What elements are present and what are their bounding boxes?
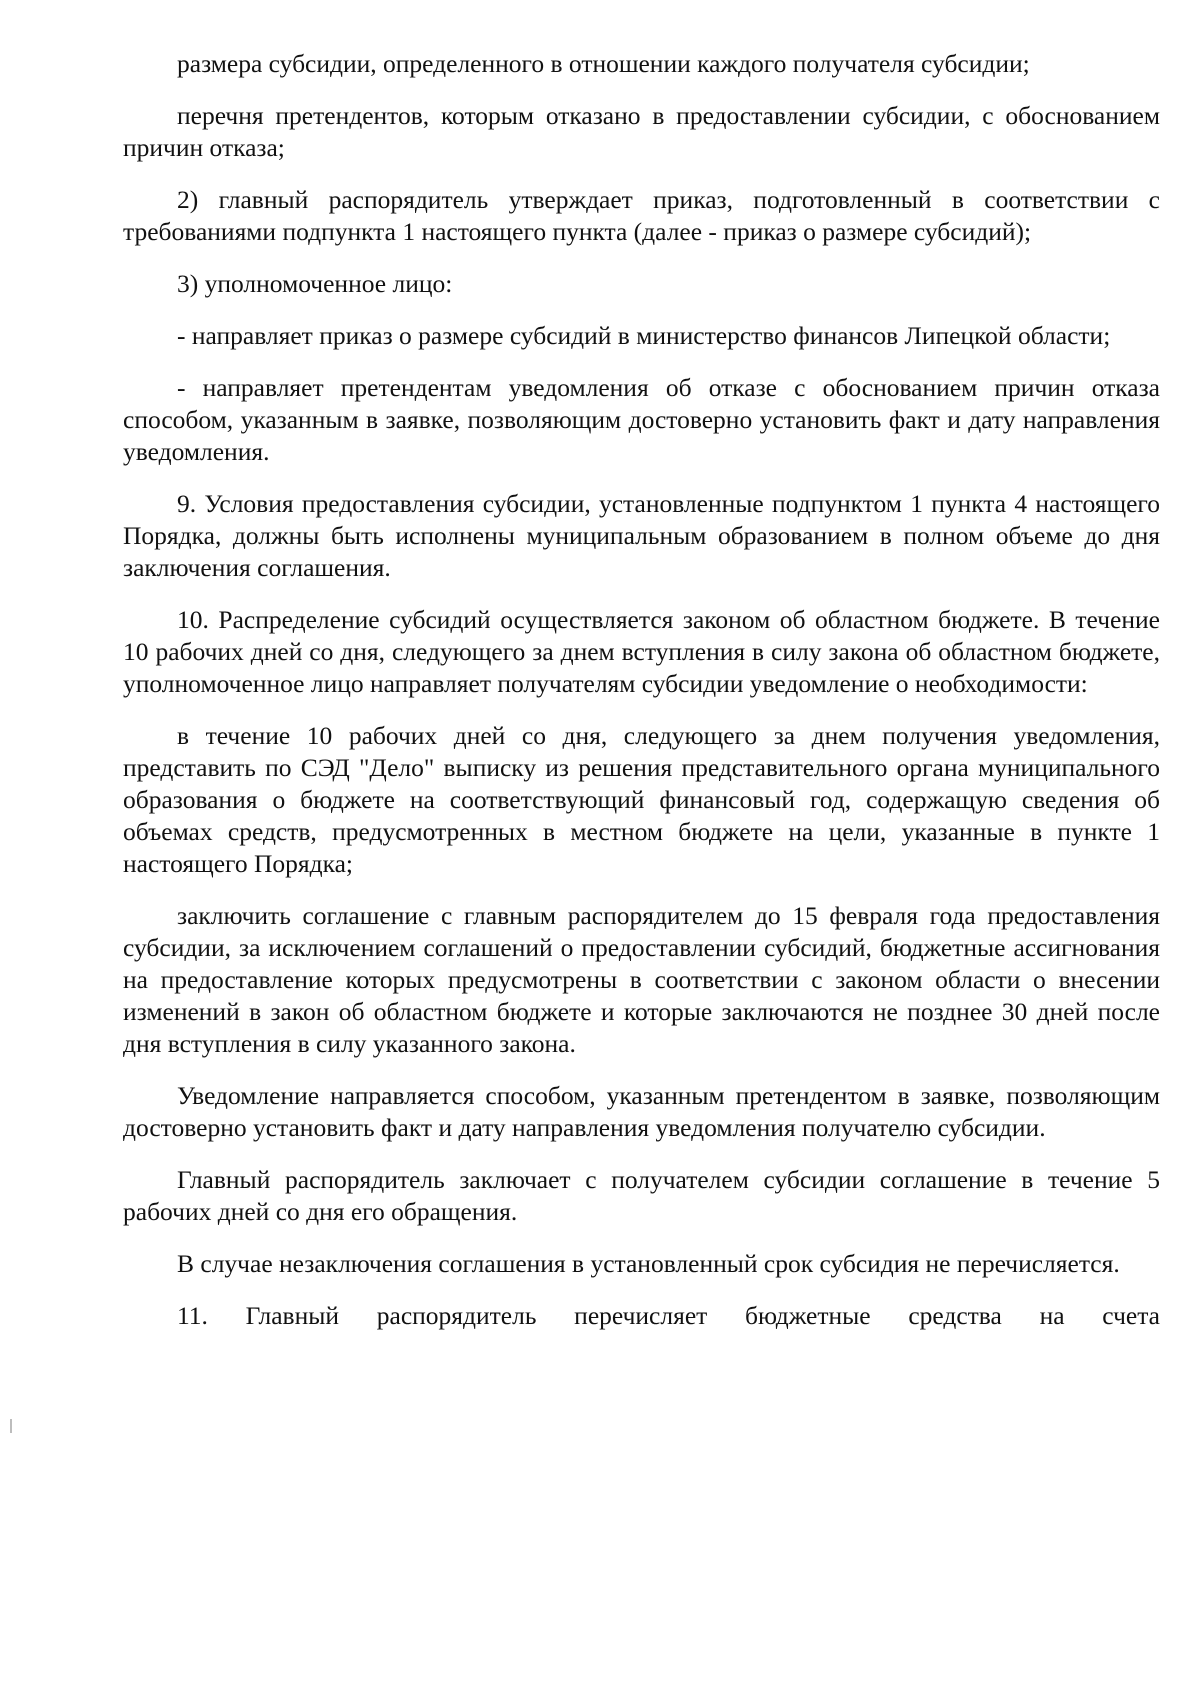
paragraph-item-10: 10. Распределение субсидий осуществляется законом об областном бюджете. В течение 10 рабочих дней со дня, следующего за днем вступления в силу закона об областном бюджете, уполномоченное лицо направляет получателям субсидии уведомление о необходимости: bbox=[123, 605, 1160, 698]
paragraph-statement-deadline: в течение 10 рабочих дней со дня, следующего за днем получения уведомления, представить по СЭД "Дело" выписку из решения представительного органа муниципального образования о бюджете на соответствующий финансовый год, содержащую сведения об объемах средств, предусмотренных в местном бюджете на цели, указанные в пункте 1 настоящего Порядка; bbox=[123, 721, 1160, 878]
paragraph-no-agreement: В случае незаключения соглашения в установленный срок субсидия не перечисляется. bbox=[177, 1249, 1120, 1278]
scan-margin-mark bbox=[10, 1419, 12, 1433]
paragraph-item-11: 11. Главный распорядитель перечисляет бюджетные средства на счета bbox=[177, 1301, 1160, 1330]
paragraph-send-rejection: - направляет претендентам уведомления об отказе с обоснованием причин отказа способом, указанным в заявке, позволяющим достоверно установить факт и дату направления уведомления. bbox=[123, 373, 1160, 466]
paragraph-subsidy-size: размера субсидии, определенного в отношении каждого получателя субсидии; bbox=[177, 49, 1030, 78]
paragraph-send-order: - направляет приказ о размере субсидий в министерство финансов Липецкой области; bbox=[177, 321, 1111, 350]
paragraph-notification-method: Уведомление направляется способом, указанным претендентом в заявке, позволяющим достоверно установить факт и дату направления уведомления получателю субсидии. bbox=[123, 1081, 1160, 1142]
paragraph-rejected-list: перечня претендентов, которым отказано в предоставлении субсидии, с обоснованием причин отказа; bbox=[123, 101, 1160, 162]
paragraph-item-9: 9. Условия предоставления субсидии, установленные подпунктом 1 пункта 4 настоящего Порядка, должны быть исполнены муниципальным образованием в полном объеме до дня заключения соглашения. bbox=[123, 489, 1160, 582]
paragraph-agreement-term: Главный распорядитель заключает с получателем субсидии соглашение в течение 5 рабочих дней со дня его обращения. bbox=[123, 1165, 1160, 1226]
paragraph-order-approval: 2) главный распорядитель утверждает приказ, подготовленный в соответствии с требованиями подпункта 1 настоящего пункта (далее - приказ о размере субсидий); bbox=[123, 185, 1160, 246]
document-body bbox=[123, 48, 1160, 1352]
paragraph-authorized-person: 3) уполномоченное лицо: bbox=[177, 269, 453, 298]
paragraph-agreement-deadline: заключить соглашение с главным распорядителем до 15 февраля года предоставления субсидии, за исключением соглашений о предоставлении субсидий, бюджетные ассигнования на предоставление которых предусмотрены в соответствии с законом области о внесении изменений в закон об областном бюджете и которые заключаются не позднее 30 дней после дня вступления в силу указанного закона. bbox=[123, 901, 1160, 1058]
